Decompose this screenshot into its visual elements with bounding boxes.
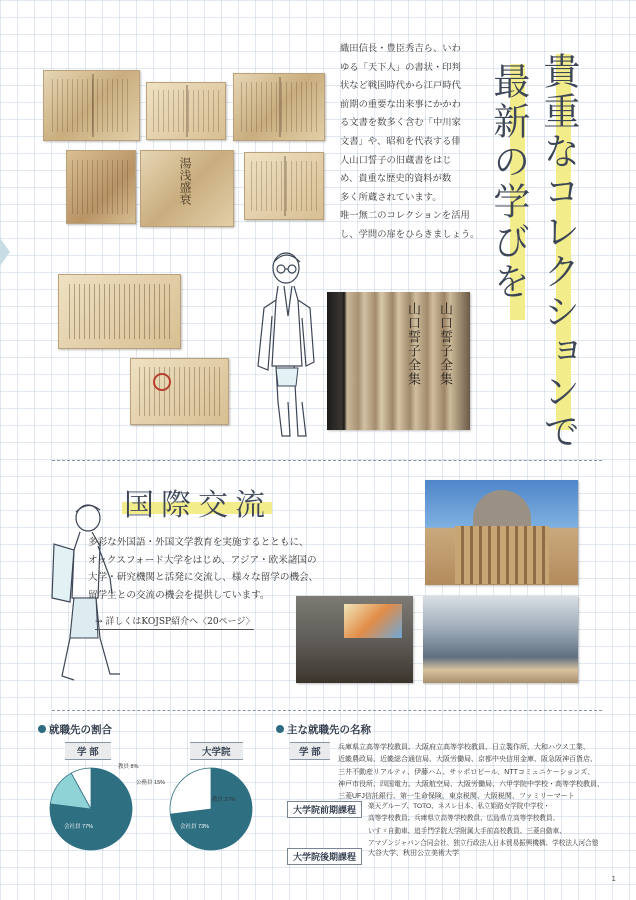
undergrad-employers-line: 近畿農政局、近畿総合通信局、大阪労働局、京都中央信用金庫、阪急阪神百貨店、 [338, 756, 597, 764]
hero-body-line: 状など戦国時代から江戸時代 [340, 80, 461, 92]
kojsp-link[interactable]: → 詳しくはKOJSP紹介へ〈20ページ〉 [95, 614, 254, 630]
pie-label-grad-teacher: 教員 27% [212, 797, 236, 803]
doctor-employers-text [368, 848, 608, 860]
book-spine-title-2: 山口誓子全集 [437, 302, 452, 386]
master-employers-line: 高等学校教員、兵庫県立高等学校教員、広島県立高等学校教員、 [368, 815, 560, 823]
photo-lecture-hall [296, 596, 413, 683]
master-employers-line: アマゾンジャパン合同会社、独立行政法人日本貿易振興機構、学校法人河合塾 [368, 839, 599, 847]
pie-label-undergrad-company: 会社員 77% [64, 824, 94, 830]
rotunda-shape [455, 526, 549, 584]
undergrad-employers-line: 三菱UFJ信託銀行、第一生命保険、東京税関、大阪税関、ファミリーマート [338, 793, 575, 801]
photo-old-book-1 [43, 70, 140, 141]
hero-body-line: し、学問の扉をひらきましょう。 [340, 228, 480, 240]
intl-section-title: 国際交流 [124, 488, 272, 523]
seal-mark [153, 373, 171, 391]
book-cover-title: 湯浅盛衰 [178, 157, 192, 205]
photo-old-document-scroll [58, 274, 181, 349]
intl-body-text [88, 534, 358, 604]
book-spine-title-1: 山口誓子全集 [405, 302, 420, 386]
master-employers-text [368, 801, 618, 850]
hero-body-line: る文書を数多く含む「中川家 [340, 117, 461, 129]
woman-illustration [248, 246, 328, 446]
undergrad-employment-pie-chart [48, 766, 134, 852]
employment-ratio-heading: 就職先の割合 [38, 722, 112, 737]
photo-old-book-3 [233, 73, 325, 141]
hero-body-line: 織田信長・豊臣秀吉ら、いわ [340, 43, 461, 54]
hero-body-line: 唯一無二のコレクションを活用 [340, 210, 470, 222]
hero-body-line: ゆる「天下人」の書状・印判 [340, 61, 461, 73]
undergrad-names-tag: 学 部 [290, 742, 330, 760]
master-employers-line: 楽天グループ、TOTO、ネスレ日本、私立姫路女学院中学校・ [368, 803, 550, 810]
undergrad-employers-text [338, 742, 608, 803]
photo-yamaguchi-collection [327, 292, 470, 430]
master-course-tag: 大学院前期課程 [287, 801, 362, 818]
hero-body-line: め、貴重な歴史的資料が数 [340, 173, 452, 185]
photo-old-book-cover [140, 150, 234, 227]
hero-body-line: 文書」や、昭和を代表する俳 [340, 135, 461, 147]
undergrad-pie-tag: 学 部 [65, 742, 111, 760]
doctor-course-tag: 大学院後期課程 [287, 848, 362, 865]
pie-label-grad-company: 会社員 73% [180, 824, 210, 830]
pie-label-undergrad-teacher: 教員 8% [118, 764, 139, 770]
grad-employment-pie-chart [168, 766, 254, 852]
undergrad-employers-line: 三井不動産リアルティ、伊藤ハム、サッポロビール、NTTコミュニケーションズ、 [338, 768, 595, 776]
photo-oxford-radcliffe-camera [425, 480, 578, 585]
pie-slice-教員 [170, 768, 211, 814]
photo-old-book-5 [244, 152, 324, 220]
photo-old-letter-seal [130, 358, 229, 425]
hero-title-line1: 貴重なコレクションで [536, 52, 580, 452]
decorative-triangle [0, 238, 10, 266]
undergrad-employers-line: 兵庫県立高等学校教員、大阪府立高等学校教員、日立製作所、大和ハウス工業、 [338, 744, 590, 751]
undergrad-employers-line: 神戸市役所、四国電力、大阪航空局、大阪労働局、六甲学院中学校・高等学校教員、 [338, 780, 604, 788]
hero-body-line: 前期の重要な出来事にかかわ [340, 98, 461, 110]
employment-divider [52, 710, 602, 711]
photo-old-book-4 [66, 150, 136, 224]
intl-body-line: 大学・研究機関と活発に交流し、様々な留学の機会、 [88, 572, 319, 583]
employer-names-heading: 主な就職先の名称 [276, 722, 371, 737]
hero-body-line: 多く所蔵されています。 [340, 191, 442, 203]
projector-screen [344, 604, 402, 638]
photo-old-book-2 [146, 82, 226, 140]
page-number: 1 [611, 875, 616, 883]
master-employers-line: いすゞ自動車、追手門学院大学附属大手前高校教員、三菱自動車、 [368, 827, 566, 835]
pie-label-undergrad-public: 公務員 15% [136, 780, 166, 786]
hero-body-line: 人山口誓子の旧蔵書をはじ [340, 154, 452, 166]
intl-body-line: 留学生との交流の機会を提供しています。 [88, 589, 270, 601]
intl-body-line: 多彩な外国語・外国文学教育を実施するとともに、 [88, 537, 309, 548]
hero-title-line2: 最新の学びを [486, 62, 530, 302]
doctor-employers-line: 大谷大学、秋田公立美術大学 [368, 850, 459, 857]
hero-body-text [340, 40, 482, 245]
intl-body-line: オックスフォード大学をはじめ、アジア・欧米諸国の [88, 554, 317, 566]
photo-student-workshop [423, 596, 578, 683]
grad-pie-tag: 大学院 [190, 742, 243, 760]
section-divider [52, 460, 602, 461]
